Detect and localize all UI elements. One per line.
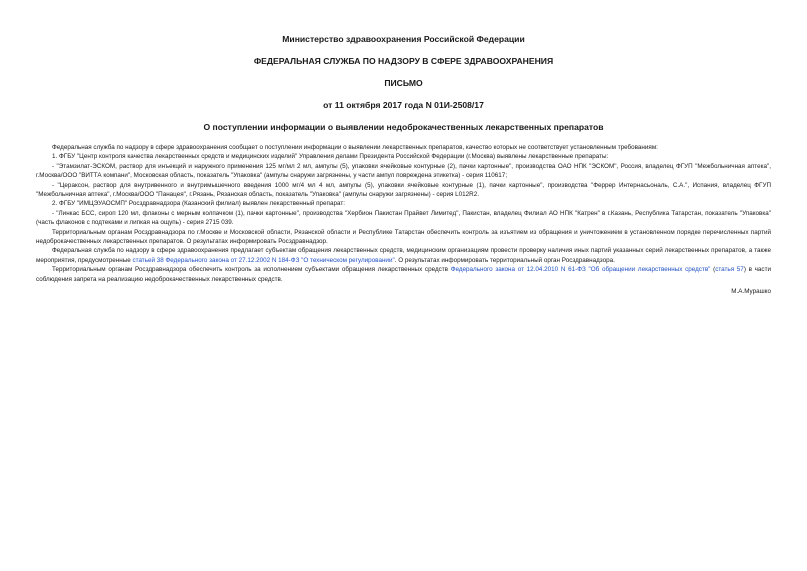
- doc-subject: О поступлении информации о выявлении недоброкачественных лекарственных препаратов: [203, 122, 604, 132]
- paragraph-inspection: [36, 246, 771, 265]
- service-title: ФЕДЕРАЛЬНАЯ СЛУЖБА ПО НАДЗОРУ В СФЕРЕ ЗДРАВООХРАНЕНИЯ: [253, 56, 554, 66]
- law-61-fz-link[interactable]: Федерального закона от 12.04.2010 N 61-ФЗ "Об обращении лекарственных средств": [450, 266, 711, 274]
- paragraph-enforcement: [36, 265, 771, 284]
- signature: М.А.Мурашко: [731, 288, 771, 296]
- paragraph-drug-ceraxon: - "Церaксон, раствор для внутривенного и внутримышечного введения 1000 мг/4 мл 4 мл, ампулы (5), упаковки ячейковые контурные (1), пачки картонные", производства "Феррер Интернасьональ, С.А.", Испания, владелец ФГУП "Межбольничная аптека", г.Москва/ООО "Панацея", г.Рязань, Рязанская область, показатель "Упаковка" (ампулы снаружи загрязнены) - серия L012R2.: [36, 181, 771, 199]
- paragraph-enforcement-text-b: ) в части соблюдения запрета на реализацию недоброкачественных лекарственных средств.: [36, 266, 771, 283]
- paragraph-enforcement-paren: (: [710, 266, 716, 274]
- paragraph-item-1: 1. ФГБУ "Центр контроля качества лекарственных средств и медицинских изделий" Управления делами Президента Российской Федерации (г.Москва) выявлены лекарственные препараты:: [52, 153, 609, 161]
- paragraph-inspection-text-a: Федеральная служба по надзору в сфере здравоохранения предлагает субъектам обращения лекарственных средств, медицинским организациям провести проверку наличия иных партий указанных серий лекарственных препаратов, а также мероприятия, предусмотренные: [36, 247, 771, 264]
- doc-date: от 11 октября 2017 года N 01И-2508/17: [323, 100, 484, 110]
- paragraph-enforcement-text-a: Территориальным органам Росздравнадзора обеспечить контроль за исполнением субъектами обращения лекарственных средств: [52, 266, 451, 274]
- article-57-link[interactable]: статья 57: [715, 266, 744, 274]
- paragraph-item-2: 2. ФГБУ "ИМЦЭУАОСМП" Росздравнадзора (Казанский филиал) выявлен лекарственный препарат:: [52, 200, 345, 208]
- doc-type: ПИСЬМО: [384, 78, 423, 88]
- ministry-title: Министерство здравоохранения Российской Федерации: [282, 34, 525, 44]
- paragraph-intro: Федеральная служба по надзору в сфере здравоохранения сообщает о поступлении информации о выявлении лекарственных препаратов, качество которых не соответствует установленным требованиям:: [52, 144, 658, 151]
- paragraph-drug-linkas: - "Линкас БСС, сироп 120 мл, флаконы с мерным колпачком (1), пачки картонные", производства "Хербион Пакистан Прайвет Лимитед", Пакистан, владелец Филиал АО НПК "Катрен" в г.Казань, Республика Татарстан, показатель "Упаковка" (часть флаконов с подтеками и липкая на ощупь) - серия 2715 039.: [36, 209, 771, 227]
- law-184-fz-link[interactable]: статьей 38 Федерального закона от 27.12.2002 N 184-ФЗ "О техническом регулировании": [132, 256, 395, 264]
- paragraph-territorial-control: Территориальным органам Росздравнадзора по г.Москве и Московской области, Рязанской области и Республике Татарстан обеспечить контроль за изъятием из обращения и уничтожением в установленном порядке перечисленных партий недоброкачественных лекарственных препаратов. О результатах информировать Росздравнадзор.: [36, 228, 771, 246]
- paragraph-drug-etamsylate: - "Этамзилат-ЭСКОМ, раствор для инъекций и наружного применения 125 мг/мл 2 мл, ампулы (5), упаковки ячейковые контурные (2), пачки картонные", производства ОАО НПК "ЭСКОМ", Россия, владелец ФГУП "Межбольничная аптека", г.Москва/ООО "ВИТТА компани", Московская область, показатель "Упаковка" (ампулы снаружи загрязнены, у части ампул повреждена этикетка) - серия 110617;: [36, 162, 771, 180]
- paragraph-inspection-text-b: . О результатах информировать территориальный орган Росздравнадзора.: [394, 256, 615, 264]
- letter-body: [36, 143, 771, 284]
